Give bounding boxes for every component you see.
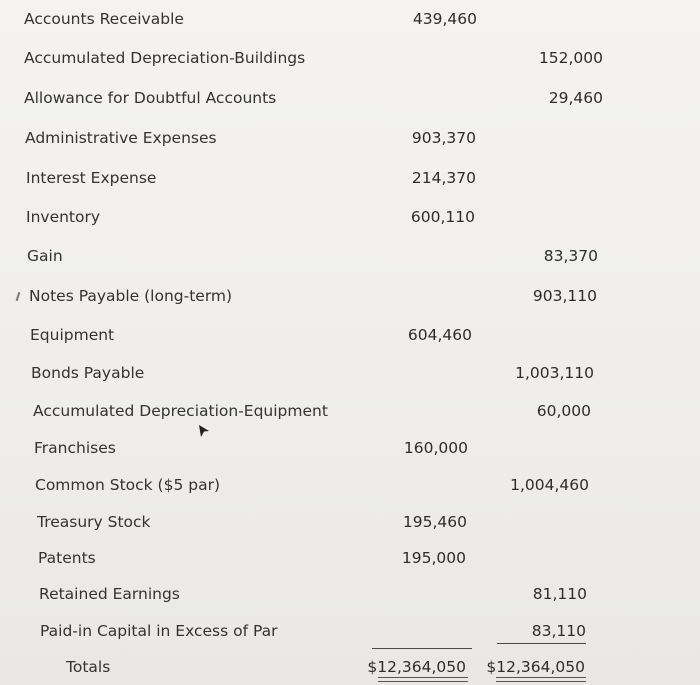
credit-total-double-underline	[496, 677, 586, 682]
account-name: Treasury Stock	[37, 513, 151, 531]
account-name: Accumulated Depreciation-Equipment	[33, 402, 328, 420]
debit-amount: 195,000	[401, 549, 466, 567]
account-name: Gain	[27, 247, 63, 265]
table-row	[0, 123, 700, 153]
account-name: Common Stock ($5 par)	[35, 476, 221, 494]
credit-amount: 81,110	[532, 585, 587, 603]
account-name: Administrative Expenses	[25, 129, 217, 147]
credit-amount: 903,110	[532, 287, 597, 305]
debit-amount: 195,460	[402, 513, 467, 531]
credit-amount: 152,000	[538, 49, 603, 67]
credit-amount: 83,370	[543, 247, 598, 265]
table-row	[0, 281, 700, 311]
credit-subtotal-rule	[497, 643, 586, 644]
credit-amount: 29,460	[548, 89, 603, 107]
table-row	[0, 470, 700, 500]
credit-amount: 60,000	[536, 402, 591, 420]
account-name: Notes Payable (long-term)	[29, 287, 233, 305]
debit-amount: 903,370	[411, 129, 476, 147]
debit-total-double-underline	[378, 677, 468, 682]
debit-amount: 214,370	[411, 169, 476, 187]
account-name: Bonds Payable	[31, 364, 145, 382]
debit-subtotal-rule	[372, 648, 472, 649]
table-row	[0, 83, 700, 113]
totals-row	[0, 652, 700, 682]
credit-amount: 1,004,460	[510, 476, 589, 494]
table-row	[0, 433, 700, 463]
debit-amount: 600,110	[410, 208, 475, 226]
account-name: Inventory	[26, 208, 101, 226]
account-name: Accounts Receivable	[24, 10, 184, 28]
account-name: Paid-in Capital in Excess of Par	[40, 622, 278, 640]
debit-amount: 439,460	[412, 10, 477, 28]
account-name: Franchises	[34, 439, 116, 457]
account-name: Retained Earnings	[39, 585, 180, 603]
total-credits: $12,364,050	[486, 658, 585, 676]
totals-label: Totals	[66, 658, 111, 676]
account-name: Interest Expense	[26, 169, 157, 187]
account-name: Equipment	[30, 326, 115, 344]
table-row	[0, 358, 700, 388]
credit-amount: 83,110	[531, 622, 586, 640]
table-row	[0, 43, 700, 73]
table-row	[0, 396, 700, 426]
table-row	[0, 163, 700, 193]
account-name: Patents	[38, 549, 96, 567]
credit-amount: 1,003,110	[515, 364, 594, 382]
table-row	[0, 241, 700, 271]
total-debits: $12,364,050	[367, 658, 466, 676]
table-row	[0, 320, 700, 350]
table-row	[0, 543, 700, 573]
table-row	[0, 202, 700, 232]
account-name: Allowance for Doubtful Accounts	[24, 89, 277, 107]
table-row	[0, 579, 700, 609]
debit-amount: 604,460	[407, 326, 472, 344]
table-row	[0, 4, 700, 34]
table-row	[0, 507, 700, 537]
account-name: Accumulated Depreciation-Buildings	[24, 49, 306, 67]
table-row	[0, 616, 700, 646]
debit-amount: 160,000	[403, 439, 468, 457]
